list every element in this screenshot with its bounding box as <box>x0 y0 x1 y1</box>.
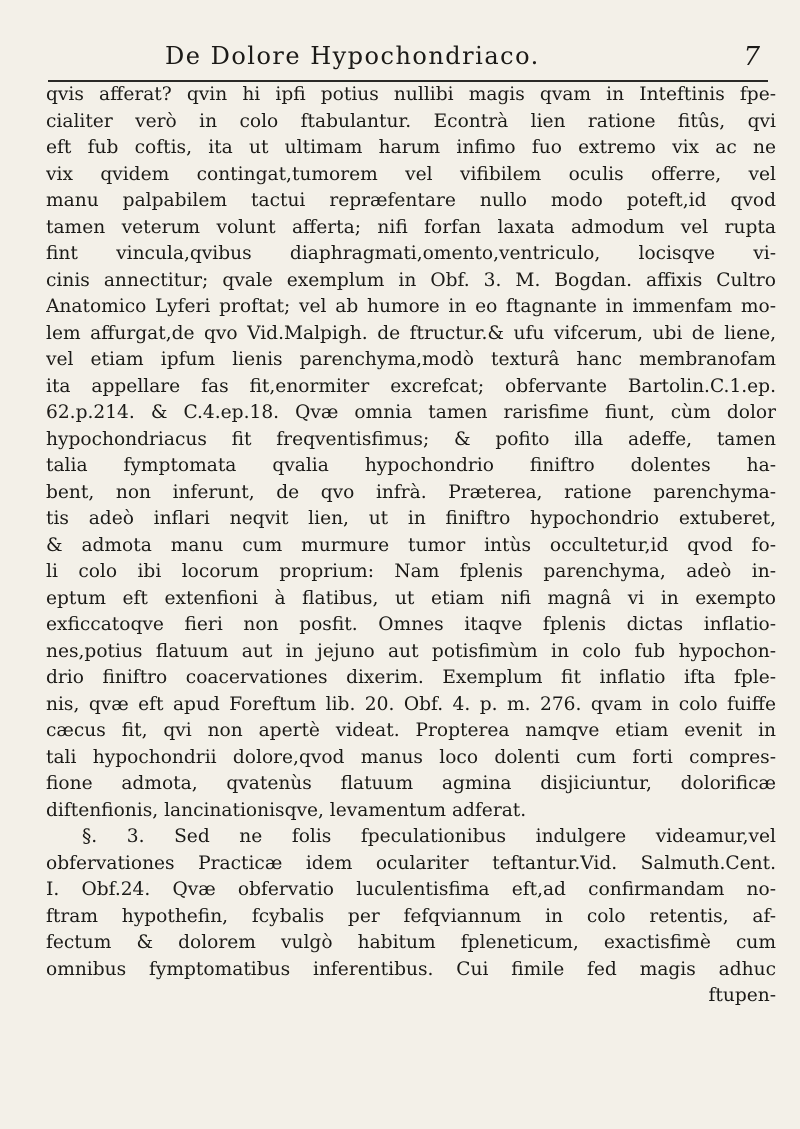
text-line: omnibus fymptomatibus inferentibus. Cui fimile fed magis adhuc <box>46 958 776 980</box>
text-line: eft fub coftis, ita ut ultimam harum infimo fuo extremo vix ac ne <box>46 137 776 158</box>
text-line: obfervationes Practicæ idem oculariter teftantur.Vid. Salmuth.Cent. <box>46 852 776 874</box>
text-line: diftenfionis, lancinationisqve, levamentum adferat. <box>46 799 527 821</box>
text-line: bent, non inferunt, de qvo infrà. Præterea, ratione parenchyma- <box>46 481 776 503</box>
text-line: hypochondriacus fit freqventisfimus; & pofito illa adeffe, tamen <box>46 428 776 450</box>
text-line: li colo ibi locorum proprium: Nam fplenis parenchyma, adeò in- <box>46 561 776 582</box>
text-line: §. 3. Sed ne folis fpeculationibus indulgere videamur,vel <box>82 826 776 847</box>
text-line: cæcus fit, qvi non apertè videat. Propterea namqve etiam evenit in <box>46 720 776 741</box>
page-number: 7 <box>743 42 760 72</box>
text-line: fectum & dolorem vulgò habitum fpleneticum, exactisfimè cum <box>46 932 776 953</box>
running-title: De Dolore Hypochondriaco. <box>165 42 540 70</box>
body-text <box>46 82 776 1010</box>
text-line: fint vincula,qvibus diaphragmati,omento,ventriculo, locisqve vi- <box>46 243 776 264</box>
text-line: 62.p.214. & C.4.ep.18. Qvæ omnia tamen rarisfime fiunt, cùm dolor <box>46 402 776 423</box>
text-line: manu palpabilem tactui repræfentare nullo modo poteft,id qvod <box>46 190 776 211</box>
text-line: vel etiam ipfum lienis parenchyma,modò texturâ hanc membranofam <box>46 349 776 370</box>
text-line: drio finiftro coacervationes dixerim. Exemplum fit inflatio ifta fple- <box>46 667 776 688</box>
text-line: tis adeò inflari neqvit lien, ut in finiftro hypochondrio extuberet, <box>46 508 776 529</box>
text-line: I. Obf.24. Qvæ obfervatio luculentisfima eft,ad confirmandam no- <box>46 879 776 900</box>
text-line: ita appellare fas fit,enormiter excrefcat; obfervante Bartolin.C.1.ep. <box>46 375 776 397</box>
catchword: ftupen- <box>708 985 776 1006</box>
text-line: vix qvidem contingat,tumorem vel vifibilem oculis offerre, vel <box>46 163 776 185</box>
text-line: cinis annectitur; qvale exemplum in Obf. 3. M. Bogdan. affixis Cultro <box>46 269 776 291</box>
text-line: qvis afferat? qvin hi ipfi potius nullibi magis qvam in Inteftinis fpe- <box>46 84 776 105</box>
text-line: Anatomico Lyferi proftat; vel ab humore in eo ftagnante in immenfam mo- <box>46 296 776 317</box>
text-line: tali hypochondrii dolore,qvod manus loco dolenti cum forti compres- <box>46 746 776 768</box>
text-line: cialiter verò in colo ftabulantur. Econtrà lien ratione fitûs, qvi <box>46 110 776 132</box>
text-line: & admota manu cum murmure tumor intùs occultetur,id qvod fo- <box>46 534 776 556</box>
text-line: ftram hypothefin, fcybalis per fefqviannum in colo retentis, af- <box>46 905 776 927</box>
text-line: nes,potius flatuum aut in jejuno aut potisfimùm in colo fub hypochon- <box>46 640 776 662</box>
text-line: tamen veterum volunt afferta; nifi forfan laxata admodum vel rupta <box>46 216 776 238</box>
text-line: nis, qvæ eft apud Foreftum lib. 20. Obf. 4. p. m. 276. qvam in colo fuiffe <box>46 693 776 715</box>
text-line: talia fymptomata qvalia hypochondrio finiftro dolentes ha- <box>46 455 776 476</box>
text-line: eptum eft extenfioni à flatibus, ut etiam nifi magnâ vi in exempto <box>46 587 776 609</box>
running-head <box>0 42 800 78</box>
text-line: exficcatoqve fieri non posfit. Omnes itaqve fplenis dictas inflatio- <box>46 614 776 635</box>
text-line: lem affurgat,de qvo Vid.Malpigh. de ftructur.& ufu vifcerum, ubi de liene, <box>46 322 776 344</box>
text-line: fione admota, qvatenùs flatuum agmina disjiciuntur, dolorificæ <box>46 773 776 794</box>
